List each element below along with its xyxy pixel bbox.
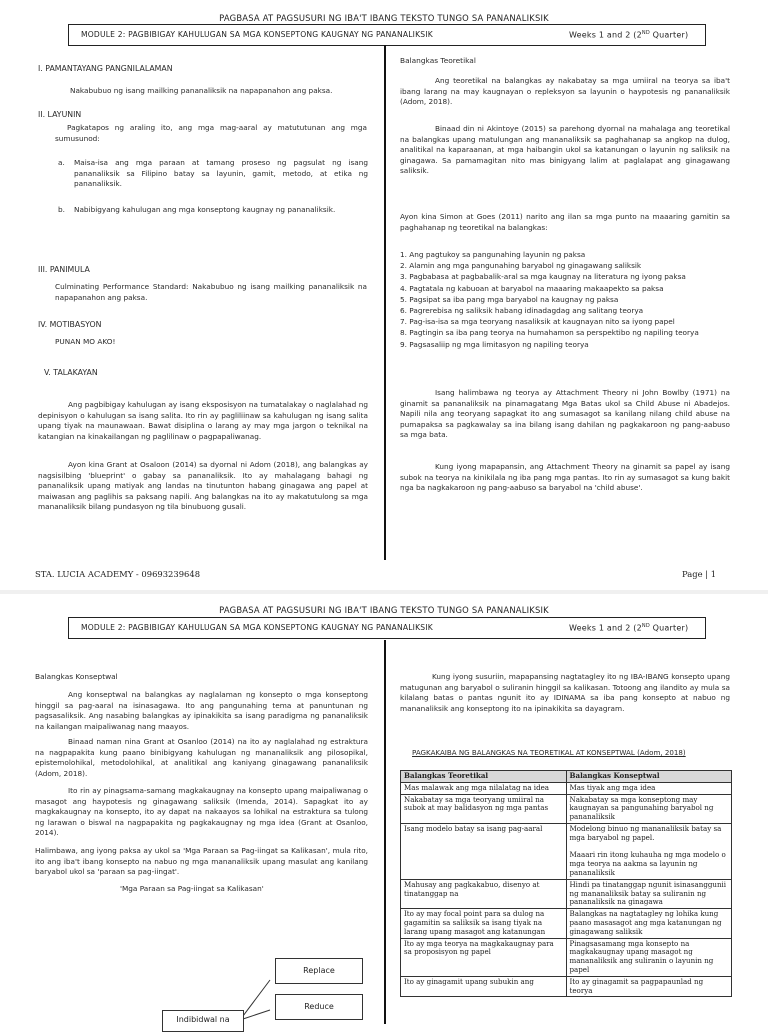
list-item: 1. Ang pagtukoy sa pangunahing layunin ng paksa xyxy=(400,250,586,259)
p1-s5-paragraph-1: Ang pagbibigay kahulugan ay isang eksposisyon na tumatalakay o naglalahad ng depinisyon o kahulugan sa isang salita. Ito rin ay pagliliinaw sa kahulugan ng isang salita upang tiyak na maunawaan. Bawat disiplina o larang ay may mga jargon o teknikal na katangian na kinakailangan ng paglilinaw o pagpapaliwanag. xyxy=(38,400,368,441)
p1-s1-heading: I. PAMANTAYANG PANGNILALAMAN xyxy=(38,64,173,73)
table-cell: Mahusay ang pagkakabuo, disenyo at tinatanggap na xyxy=(401,879,567,908)
page1-weeks-end: Quarter) xyxy=(649,30,689,40)
p1-points-list xyxy=(400,249,730,350)
table-row xyxy=(401,782,732,794)
table-row xyxy=(401,879,732,908)
comparison-table-body xyxy=(401,771,732,997)
p1-s2-item-b-text: Nabibigyang kahulugan ang mga konseptong kaugnay ng pananaliksik. xyxy=(74,205,336,214)
p2-left-paragraph-2: Binaad naman nina Grant at Osanloo (2014) na ito ay naglalahad ng estraktura na nagpapakita kung paano binibigyang kahulugan ng mananaliksik ang pilosopikal, epistemolohikal, metodolohikal, at analitikal ang kaniyang ginagawang pananaliksik (Adom, 2018). xyxy=(35,737,368,778)
table-cell: Mas tiyak ang mga idea xyxy=(566,782,732,794)
page2-weeks-end: Quarter) xyxy=(649,623,689,633)
table-row xyxy=(401,794,732,823)
table-header-cell: Balangkas Teoretikal xyxy=(401,771,567,783)
p1-right-paragraph-3: Ayon kina Simon at Goes (2011) narito ang ilan sa mga punto na maaaring gamitin sa paghahanap ng teoretikal na balangkas: xyxy=(400,212,730,232)
list-item: 9. Pagsasaliip ng mga limitasyon ng napiling teorya xyxy=(400,339,589,349)
page2-column-divider xyxy=(384,640,386,1024)
list-item: 5. Pagsipat sa iba pang mga baryabol na kaugnay ng paksa xyxy=(400,294,619,304)
p1-s4-heading: IV. MOTIBASYON xyxy=(38,320,102,329)
list-item: 2. Alamin ang mga pangunahing baryabol ng ginagawang saliksik xyxy=(400,261,642,271)
p1-right-paragraph-1: Ang teoretikal na balangkas ay nakabatay sa mga umiiral na teorya sa iba't ibang larang na may kaugnayan o repleksyon sa layunin o haypotesis ng pananaliksik (Adom, 2018). xyxy=(400,76,730,107)
p1-s2-item-a-text: Maisa-isa ang mga paraan at tamang proseso ng pagsulat ng isang pananaliksik sa Filipino batay sa layunin, gamit, metodo, at etika ng pananaliksik. xyxy=(74,158,368,189)
page2-weeks-sup: ND xyxy=(641,623,650,629)
p1-s3-heading: III. PANIMULA xyxy=(38,265,90,274)
table-cell: Isang modelo batay sa isang pag-aaral xyxy=(401,823,567,879)
p1-s2-item-b xyxy=(58,205,368,216)
table-cell: Pinagsasamang mga konsepto na magkakaugnay upang masagot ng mananaliksik ang suliranin o layunin ng papel xyxy=(566,938,732,976)
page1-module-title: MODULE 2: PAGBIBIGAY KAHULUGAN SA MGA KONSEPTONG KAUGNAY NG PANANALIKSIK xyxy=(81,30,433,39)
p1-s3-body: Culminating Performance Standard: Nakabubuo ng isang mailking pananaliksik na napapanahon ang paksa. xyxy=(55,282,367,302)
page1-footer-page: Page | 1 xyxy=(682,569,717,579)
p1-right-heading: Balangkas Teoretikal xyxy=(400,56,476,65)
table-row xyxy=(401,976,732,997)
p1-right-paragraph-2: Binaad din ni Akintoye (2015) sa parehong dyornal na mahalaga ang teoretikal na balangkas upang matulungan ang mananaliksik sa paghahanap sa angkop na dulog, analitikal na kaparaanan, at mga haibangin ukol sa katanungan o layunin ng saliksik na ginagawa. Sa pamamagitan nito mas binigyang lalim at paglalapat ang ginagawang saliksik. xyxy=(400,124,730,176)
table-row xyxy=(401,938,732,976)
list-item: 6. Pagrerebisa ng saliksik habang idinadagdag ang salitang teorya xyxy=(400,306,644,316)
page2-module-title: MODULE 2: PAGBIBIGAY KAHULUGAN SA MGA KONSEPTONG KAUGNAY NG PANANALIKSIK xyxy=(81,623,433,632)
comparison-table xyxy=(400,770,732,997)
list-item: 3. Pagbabasa at pagbabalik-aral sa mga kaugnay na literatura ng iyong paksa xyxy=(400,272,686,282)
diagram-box-replace: Replace xyxy=(275,958,363,984)
table-header-row xyxy=(401,771,732,783)
table-row xyxy=(401,823,732,879)
diagram-box-indibidwal: Indibidwal na xyxy=(162,1010,244,1032)
p2-table-title: PAGKAKAIBA NG BALANGKAS NA TEORETIKAL AT KONSEPTWAL (Adom, 2018) xyxy=(412,748,686,757)
table-cell: Nakabatay sa mga teoryang umiiral na subok at may balidasyon ng mga pantas xyxy=(401,794,567,823)
page-break xyxy=(0,590,768,594)
page1-footer-school: STA. LUCIA ACADEMY - 09693239648 xyxy=(35,569,201,579)
page2-weeks xyxy=(569,623,688,633)
page1-title: PAGBASA AT PAGSUSURI NG IBA'T IBANG TEKSTO TUNGO SA PANANALIKSIK xyxy=(219,13,549,23)
page2-weeks-text: Weeks 1 and 2 (2 xyxy=(569,623,642,633)
table-cell: Hindi pa tinatanggap ngunit isinasanggunii ng mananaliksik batay sa suliranin ng pananaliksik na ginagawa xyxy=(566,879,732,908)
page1-column-divider xyxy=(384,45,386,560)
list-item: 7. Pag-isa-isa sa mga teoryang nasaliksik at kaugnayan nito sa iyong papel xyxy=(400,317,675,327)
table-header-cell: Balangkas Konseptwal xyxy=(566,771,732,783)
table-cell: Mas malawak ang mga nilalatag na idea xyxy=(401,782,567,794)
p2-right-paragraph-1: Kung iyong susuriin, mapapansing nagtatagley ito ng IBA-IBANG konsepto upang matugunan ang baryabol o suliranin hinggil sa kalikasan. Totoong ang ilandito ay mula sa kilalang batas o pantas ngunit ito ay IDINAMA sa iba pang konsepto at nabuo ng mananaliksik ang konseptong ito na ipinakikita sa dayagram. xyxy=(400,672,730,713)
p1-right-paragraph-4: Isang halimbawa ng teorya ay Attachment Theory ni John Bowlby (1971) na ginamit sa pananaliksik na pinamagatang Mga Batas ukol sa Child Abuse ni Abadejos. Napili nila ang teoryang sapagkat ito ang sumasagot sa kanilang nilang child abuse na pumapaksa sa pagkawalay sa ina bilang isang dahilan ng pagkakaroon ng pang-aabuso sa mga bata. xyxy=(400,388,730,440)
p1-s4-body: PUNAN MO AKO! xyxy=(55,337,116,346)
page1-weeks xyxy=(569,30,688,40)
p1-s2-item-a-marker: a. xyxy=(58,158,65,167)
page1-module-box xyxy=(68,24,706,46)
p1-s5-paragraph-2: Ayon kina Grant at Osaloon (2014) sa dyornal ni Adom (2018), ang balangkas ay nagsisilbing 'blueprint' o gabay sa pananaliksik. Ito ay mahalagang bahagi ng pananaliksik upang matiyak ang landas na tinutunton habang ginagawa ang papel at maiwasan ang paglihis sa paksang napili. Ang balangkas na ito ay makatutulong sa mga mananaliksik bilang pundasyon ng tila binubuong gusali. xyxy=(38,460,368,512)
p2-diagram-title: 'Mga Paraan sa Pag-iingat sa Kalikasan' xyxy=(120,884,264,893)
p2-left-paragraph-1: Ang konseptwal na balangkas ay naglalaman ng konsepto o mga konseptong hinggil sa pag-aaral na isinasagawa. Ito ang pangunahing tema at panuntunan ng pagsasaliksik. Ang nasabing balangkas ay ipinakikita sa isang paradigma ng pananaliksik na kailangan maipaliwanag nang maayos. xyxy=(35,690,368,731)
p2-left-heading: Balangkas Konseptwal xyxy=(35,672,118,681)
table-cell: Modelong binuo ng mananaliksik batay sa mga baryabol ng papel. Maaari rin itong kuhauha ng mga modelo o mga teorya na aakma sa layunin ng pananaliksik xyxy=(566,823,732,879)
diagram-box-reduce: Reduce xyxy=(275,994,363,1020)
p2-left-paragraph-3: Ito rin ay pinagsama-samang magkakaugnay na konsepto upang maipaliwanag o masagot ang haypotesis ng ginagawang saliksik (Imenda, 2014). Sapagkat ito ay magkakaugnay na konsepto, ito ay dapat na nakaayos sa lohikal na estraktura sa tulong ng larawan o biswal na nagpapakita ng pagkakaugnay ng mga idea (Grant at Osanloo, 2014). xyxy=(35,786,368,838)
p1-s2-item-a xyxy=(58,158,368,190)
p1-s2-heading: II. LAYUNIN xyxy=(38,110,82,119)
page2-module-box xyxy=(68,617,706,639)
page1-weeks-sup: ND xyxy=(641,30,650,36)
table-cell: Ito ay ginagamit upang subukin ang xyxy=(401,976,567,997)
table-cell: Ito ay ginagamit sa pagpapaunlad ng teorya xyxy=(566,976,732,997)
p1-s2-item-b-marker: b. xyxy=(58,205,65,214)
p1-s1-body: Nakabubuo ng isang mailking pananaliksik na napapanahon ang paksa. xyxy=(70,86,333,95)
diagram-connector-line xyxy=(240,980,270,1020)
page1-weeks-text: Weeks 1 and 2 (2 xyxy=(569,30,642,40)
table-cell: Balangkas na nagtatagley ng lohika kung paano masasagot ang mga katanungan ng ginagawang saliksik xyxy=(566,909,732,938)
list-item: 4. Pagtatala ng kabuoan at baryabol na maaaring makaapekto sa paksa xyxy=(400,283,664,293)
p1-right-paragraph-5: Kung iyong mapapansin, ang Attachment Theory na ginamit sa papel ay isang subok na teorya na kinikilala ng iba pang mga pantas. Ito rin ay sumasagot sa kung bakit nga ba nagkakaroon ng pang-aabuso sa baryabol na 'child abuse'. xyxy=(400,462,730,493)
table-cell: Nakabatay sa mga konseptong may kaugnayan sa pangunahing baryabol ng pananaliksik xyxy=(566,794,732,823)
table-cell: Ito ay mga teorya na magkakaugnay para sa proposisyon ng papel xyxy=(401,938,567,976)
p2-left-paragraph-4: Halimbawa, ang iyong paksa ay ukol sa 'Mga Paraan sa Pag-iingat sa Kalikasan', mula rito, ito ang iba't ibang konsepto na nabuo ng mga mananaliksik upang masulat ang kanilang baryabol ukol sa 'paraan sa pag-iingat'. xyxy=(35,846,368,877)
p1-s5-heading: V. TALAKAYAN xyxy=(44,368,98,377)
p1-s2-body: Pagkatapos ng araling ito, ang mga mag-aaral ay matututunan ang mga sumusunod: xyxy=(55,123,367,143)
table-cell: Ito ay may focal point para sa dulog na gagamitin sa saliksik sa isang tiyak na larang upang masagot ang katanungan xyxy=(401,909,567,938)
table-row xyxy=(401,909,732,938)
page2-title: PAGBASA AT PAGSUSURI NG IBA'T IBANG TEKSTO TUNGO SA PANANALIKSIK xyxy=(219,605,549,615)
list-item: 8. Pagtingin sa iba pang teorya na humahamon sa perspektibo ng napiling teorya xyxy=(400,328,699,338)
